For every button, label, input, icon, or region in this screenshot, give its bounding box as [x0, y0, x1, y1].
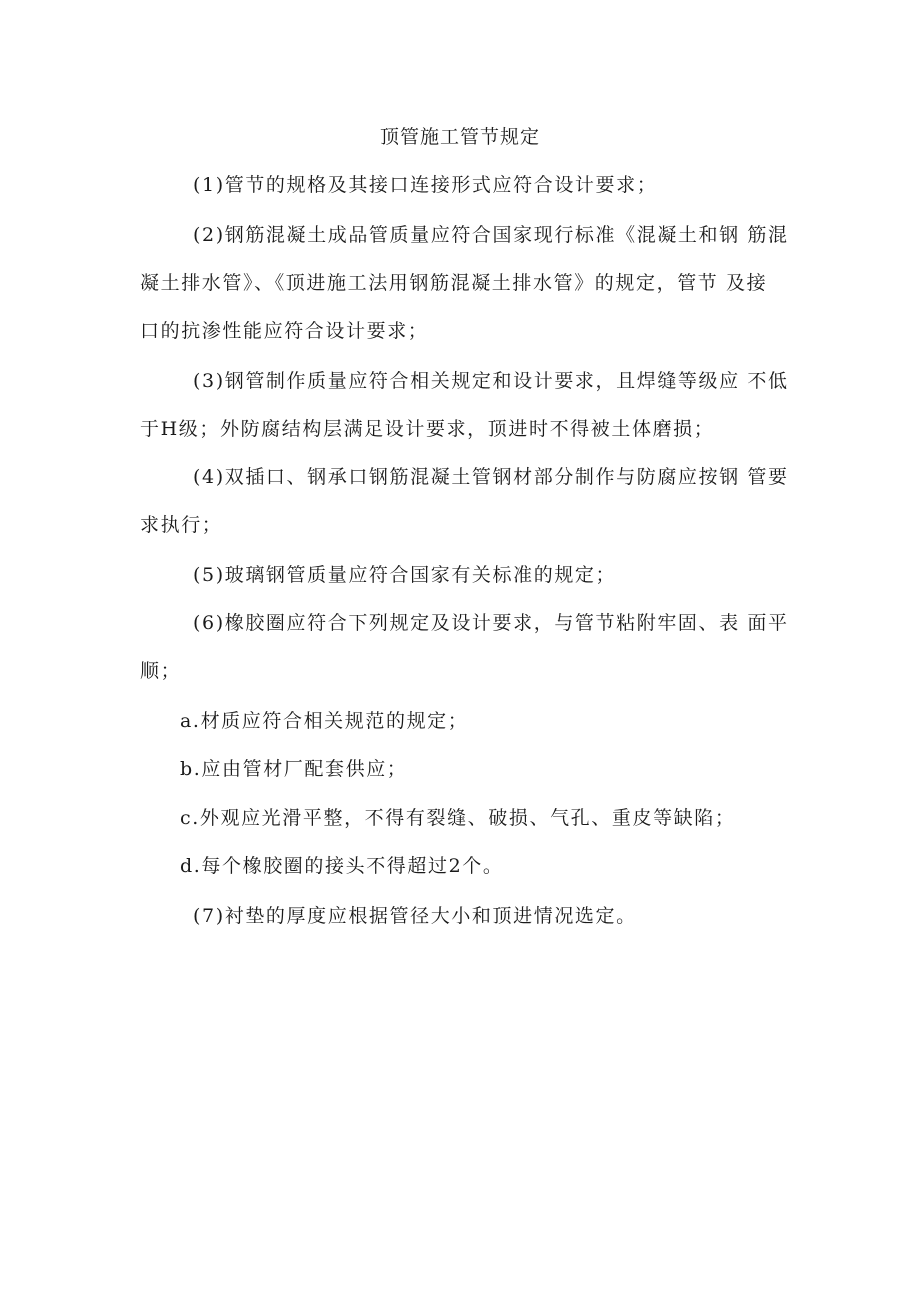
list-item-c: c.外观应光滑平整，不得有裂缝、破损、气孔、重皮等缺陷； [180, 807, 736, 829]
paragraph-2-line-2: 凝土排水管》、《顶进施工法用钢筋混凝土排水管》的规定，管节 及接 [140, 272, 768, 294]
list-item-b: b.应由管材厂配套供应； [180, 758, 408, 780]
list-item-d: d.每个橡胶圈的接头不得超过2个。 [180, 855, 504, 877]
paragraph-7: (7)衬垫的厚度应根据管径大小和顶进情况选定。 [193, 905, 637, 927]
paragraph-4-line-1: (4)双插口、钢承口钢筋混凝土管钢材部分制作与防腐应按钢 管要 [193, 466, 789, 488]
list-item-a: a.材质应符合相关规范的规定； [180, 710, 469, 732]
paragraph-1: (1)管节的规格及其接口连接形式应符合设计要求； [193, 174, 658, 196]
paragraph-6-line-1: (6)橡胶圈应符合下列规定及设计要求，与管节粘附牢固、表 面平 [193, 612, 789, 634]
paragraph-2-line-3: 口的抗渗性能应符合设计要求； [140, 320, 429, 342]
paragraph-6-line-2: 顺； [140, 660, 182, 682]
paragraph-2-line-1: (2)钢筋混凝土成品管质量应符合国家现行标准《混凝土和钢 筋混 [193, 224, 789, 246]
page-title: 顶管施工管节规定 [379, 126, 540, 148]
paragraph-3-line-1: (3)钢管制作质量应符合相关规定和设计要求，且焊缝等级应 不低 [193, 370, 789, 392]
paragraph-3-line-2: 于H级；外防腐结构层满足设计要求，顶进时不得被土体磨损； [140, 418, 715, 440]
paragraph-4-line-2: 求执行； [140, 514, 223, 536]
paragraph-5: (5)玻璃钢管质量应符合国家有关标准的规定； [193, 564, 617, 586]
